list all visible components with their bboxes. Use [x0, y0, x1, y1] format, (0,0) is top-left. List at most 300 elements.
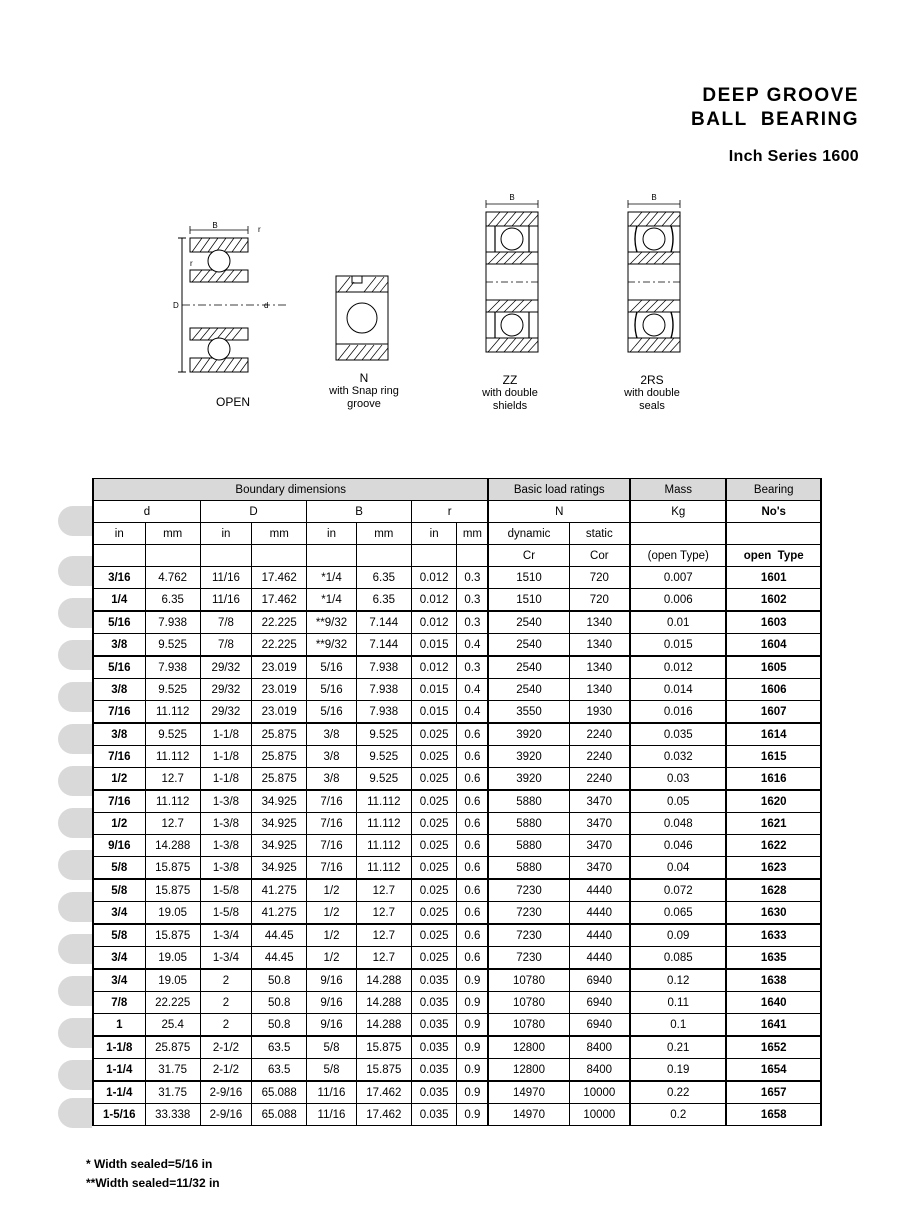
- cell-mass: 0.11: [630, 992, 726, 1014]
- cell-no: 1607: [726, 701, 821, 724]
- cell-cr: 2540: [488, 679, 569, 701]
- unit-d-mm: mm: [145, 523, 200, 545]
- unit-D-mm: mm: [252, 523, 307, 545]
- cell-no: 1640: [726, 992, 821, 1014]
- cell-d-in: 1-1/8: [93, 1036, 145, 1059]
- cell-D-in: 7/8: [200, 634, 251, 657]
- cell-D-mm: 65.088: [252, 1081, 307, 1104]
- cell-r-mm: 0.4: [457, 634, 489, 657]
- cell-r-mm: 0.9: [457, 1081, 489, 1104]
- cell-B-mm: 9.525: [356, 723, 411, 746]
- unit-mass-open-type: (open Type): [630, 545, 726, 567]
- side-dot: [58, 1098, 92, 1128]
- cell-cor: 2240: [569, 723, 630, 746]
- cell-no: 1635: [726, 947, 821, 970]
- cell-d-mm: 9.525: [145, 634, 200, 657]
- cell-cr: 5880: [488, 835, 569, 857]
- cell-cor: 3470: [569, 835, 630, 857]
- sub-header-nos: No's: [726, 501, 821, 523]
- unit2-blank-8: [457, 545, 489, 567]
- cell-B-mm: 6.35: [356, 589, 411, 612]
- cell-B-mm: 12.7: [356, 879, 411, 902]
- cell-D-in: 29/32: [200, 656, 251, 679]
- cell-d-mm: 11.112: [145, 746, 200, 768]
- cell-mass: 0.2: [630, 1104, 726, 1126]
- cell-mass: 0.01: [630, 611, 726, 634]
- figure-row: [0, 180, 903, 430]
- cell-cor: 720: [569, 567, 630, 589]
- cell-r-in: 0.025: [411, 723, 456, 746]
- cell-d-in: 3/8: [93, 634, 145, 657]
- cell-cr: 10780: [488, 969, 569, 992]
- sub-header-r: r: [411, 501, 488, 523]
- cell-d-mm: 25.4: [145, 1014, 200, 1037]
- cell-no: 1638: [726, 969, 821, 992]
- cell-mass: 0.006: [630, 589, 726, 612]
- figure-2rs: [604, 190, 700, 413]
- cell-r-in: 0.035: [411, 969, 456, 992]
- cell-B-mm: 12.7: [356, 947, 411, 970]
- unit-static: [569, 523, 630, 545]
- cell-r-mm: 0.6: [457, 723, 489, 746]
- cell-cr: 12800: [488, 1036, 569, 1059]
- cell-cr: 7230: [488, 947, 569, 970]
- cell-D-mm: 34.925: [252, 835, 307, 857]
- cell-B-mm: 9.525: [356, 768, 411, 791]
- cell-D-mm: 22.225: [252, 634, 307, 657]
- group-header-boundary: Boundary dimensions: [93, 479, 488, 501]
- cell-no: 1633: [726, 924, 821, 947]
- side-dot: [58, 808, 92, 838]
- table-row: [93, 902, 821, 925]
- cell-cr: 1510: [488, 589, 569, 612]
- cell-cor: 720: [569, 589, 630, 612]
- cell-mass: 0.19: [630, 1059, 726, 1082]
- cell-cor: 1340: [569, 656, 630, 679]
- svg-text:D: D: [173, 301, 179, 310]
- cell-d-mm: 6.35: [145, 589, 200, 612]
- cell-D-in: 1-3/8: [200, 835, 251, 857]
- cell-d-in: 7/16: [93, 790, 145, 813]
- svg-text:B: B: [651, 193, 657, 202]
- cell-D-in: 1-3/4: [200, 924, 251, 947]
- table-row: [93, 634, 821, 657]
- unit-no-open: open: [743, 549, 772, 562]
- table-row: [93, 857, 821, 880]
- cell-d-mm: 4.762: [145, 567, 200, 589]
- cell-D-in: 1-1/8: [200, 723, 251, 746]
- cell-r-mm: 0.6: [457, 879, 489, 902]
- cell-no: 1620: [726, 790, 821, 813]
- cell-d-mm: 15.875: [145, 924, 200, 947]
- cell-r-in: 0.025: [411, 746, 456, 768]
- cell-D-in: 2: [200, 1014, 251, 1037]
- cell-cor: 3470: [569, 813, 630, 835]
- cell-B-mm: 11.112: [356, 857, 411, 880]
- cell-cr: 3920: [488, 768, 569, 791]
- cell-d-in: 1/4: [93, 589, 145, 612]
- cell-r-in: 0.015: [411, 701, 456, 724]
- cell-d-in: 1/2: [93, 813, 145, 835]
- cell-r-in: 0.025: [411, 768, 456, 791]
- cell-B-in: 11/16: [307, 1081, 356, 1104]
- 2rs-bearing-drawing: [604, 190, 700, 370]
- cell-d-in: 3/4: [93, 947, 145, 970]
- table-row: [93, 813, 821, 835]
- svg-text:B: B: [212, 221, 218, 230]
- cell-no: 1616: [726, 768, 821, 791]
- open-bearing-drawing: [168, 220, 298, 390]
- side-dot: [58, 598, 92, 628]
- cell-mass: 0.05: [630, 790, 726, 813]
- cell-r-mm: 0.3: [457, 611, 489, 634]
- cell-d-in: 1-1/4: [93, 1059, 145, 1082]
- cell-B-in: 3/8: [307, 746, 356, 768]
- cell-B-in: 9/16: [307, 1014, 356, 1037]
- cell-cr: 7230: [488, 902, 569, 925]
- cell-cr: 14970: [488, 1081, 569, 1104]
- table-row: [93, 1104, 821, 1126]
- cell-r-in: 0.015: [411, 634, 456, 657]
- cell-cr: 3550: [488, 701, 569, 724]
- cell-cor: 3470: [569, 790, 630, 813]
- cell-B-mm: 12.7: [356, 924, 411, 947]
- cell-cor: 4440: [569, 902, 630, 925]
- figure-2rs-caption: 2RS with double seals: [624, 373, 680, 412]
- group-header-load: Basic load ratings: [488, 479, 630, 501]
- cell-r-mm: 0.3: [457, 567, 489, 589]
- cell-D-mm: 41.275: [252, 902, 307, 925]
- table-row: [93, 723, 821, 746]
- cell-cr: 5880: [488, 813, 569, 835]
- cell-B-mm: 7.144: [356, 611, 411, 634]
- cell-r-mm: 0.9: [457, 1036, 489, 1059]
- cell-B-in: 3/8: [307, 768, 356, 791]
- cell-no: 1657: [726, 1081, 821, 1104]
- specifications-table-container: [92, 478, 822, 1126]
- cell-cr: 10780: [488, 1014, 569, 1037]
- cell-d-in: 3/4: [93, 969, 145, 992]
- cell-cor: 8400: [569, 1059, 630, 1082]
- cell-r-in: 0.012: [411, 567, 456, 589]
- side-dot: [58, 640, 92, 670]
- cell-no: 1603: [726, 611, 821, 634]
- cell-r-in: 0.035: [411, 1014, 456, 1037]
- cell-D-mm: 23.019: [252, 701, 307, 724]
- cell-no: 1602: [726, 589, 821, 612]
- sub-header-N: N: [488, 501, 630, 523]
- cell-r-in: 0.035: [411, 1059, 456, 1082]
- table-row: [93, 768, 821, 791]
- cell-no: 1630: [726, 902, 821, 925]
- cell-D-mm: 50.8: [252, 992, 307, 1014]
- cell-d-in: 1-1/4: [93, 1081, 145, 1104]
- unit-no-open-type: [726, 545, 821, 567]
- cell-cor: 6940: [569, 992, 630, 1014]
- cell-d-in: 3/8: [93, 679, 145, 701]
- cell-r-in: 0.035: [411, 1104, 456, 1126]
- cell-D-in: 1-5/8: [200, 902, 251, 925]
- svg-text:d: d: [264, 301, 269, 310]
- cell-cor: 3470: [569, 857, 630, 880]
- cell-d-in: 7/16: [93, 746, 145, 768]
- cell-d-mm: 19.05: [145, 902, 200, 925]
- footnote-line2: **Width sealed=11/32 in: [86, 1176, 220, 1190]
- cell-B-mm: 9.525: [356, 746, 411, 768]
- cell-mass: 0.03: [630, 768, 726, 791]
- unit2-blank-5: [307, 545, 356, 567]
- cell-D-mm: 44.45: [252, 924, 307, 947]
- cell-r-mm: 0.6: [457, 902, 489, 925]
- cell-d-mm: 7.938: [145, 611, 200, 634]
- cell-no: 1606: [726, 679, 821, 701]
- cell-cor: 1340: [569, 679, 630, 701]
- cell-B-in: 7/16: [307, 835, 356, 857]
- cell-B-mm: 12.7: [356, 902, 411, 925]
- side-dot: [58, 506, 92, 536]
- cell-r-mm: 0.9: [457, 1104, 489, 1126]
- cell-cr: 3920: [488, 746, 569, 768]
- unit-static-label: static: [585, 527, 613, 540]
- cell-cor: 4440: [569, 947, 630, 970]
- cell-r-in: 0.025: [411, 857, 456, 880]
- unit-B-mm: mm: [356, 523, 411, 545]
- cell-D-in: 1-1/8: [200, 768, 251, 791]
- cell-D-mm: 34.925: [252, 813, 307, 835]
- cell-B-in: 1/2: [307, 947, 356, 970]
- cell-r-in: 0.012: [411, 611, 456, 634]
- cell-d-mm: 22.225: [145, 992, 200, 1014]
- cell-mass: 0.015: [630, 634, 726, 657]
- cell-no: 1658: [726, 1104, 821, 1126]
- table-row: [93, 969, 821, 992]
- cell-d-mm: 19.05: [145, 947, 200, 970]
- sub-header-kg: Kg: [630, 501, 726, 523]
- table-body: [93, 567, 821, 1126]
- cell-r-in: 0.012: [411, 656, 456, 679]
- unit-d-in: in: [93, 523, 145, 545]
- cell-mass: 0.085: [630, 947, 726, 970]
- cell-no: 1652: [726, 1036, 821, 1059]
- page-header: [691, 84, 859, 166]
- cell-mass: 0.21: [630, 1036, 726, 1059]
- table-row: [93, 701, 821, 724]
- cell-d-in: 9/16: [93, 835, 145, 857]
- sub-header-d: d: [93, 501, 200, 523]
- table-row: [93, 1036, 821, 1059]
- cell-D-in: 1-3/8: [200, 813, 251, 835]
- side-dot: [58, 850, 92, 880]
- cell-D-in: 11/16: [200, 567, 251, 589]
- unit2-blank-7: [411, 545, 456, 567]
- table-row: [93, 879, 821, 902]
- cell-no: 1614: [726, 723, 821, 746]
- cell-d-mm: 12.7: [145, 813, 200, 835]
- cell-d-mm: 12.7: [145, 768, 200, 791]
- cell-B-in: 9/16: [307, 969, 356, 992]
- cell-D-mm: 23.019: [252, 656, 307, 679]
- table-row: [93, 790, 821, 813]
- cell-B-mm: 14.288: [356, 969, 411, 992]
- cell-d-mm: 31.75: [145, 1081, 200, 1104]
- page-title-line1: DEEP GROOVE: [702, 85, 859, 106]
- cell-B-mm: 7.144: [356, 634, 411, 657]
- side-dot: [58, 724, 92, 754]
- cell-no: 1654: [726, 1059, 821, 1082]
- table-sub-header-row: [93, 501, 821, 523]
- cell-cor: 1340: [569, 611, 630, 634]
- side-dot: [58, 682, 92, 712]
- unit-no-type: Type: [777, 549, 804, 562]
- table-head: [93, 479, 821, 567]
- table-row: [93, 1059, 821, 1082]
- cell-D-in: 7/8: [200, 611, 251, 634]
- cell-cr: 2540: [488, 656, 569, 679]
- table-row: [93, 611, 821, 634]
- cell-B-in: 1/2: [307, 879, 356, 902]
- cell-r-in: 0.035: [411, 1036, 456, 1059]
- cell-B-in: **9/32: [307, 634, 356, 657]
- cell-d-mm: 31.75: [145, 1059, 200, 1082]
- cell-r-in: 0.035: [411, 992, 456, 1014]
- cell-D-in: 2: [200, 969, 251, 992]
- cell-cr: 2540: [488, 611, 569, 634]
- cell-d-in: 3/4: [93, 902, 145, 925]
- cell-mass: 0.12: [630, 969, 726, 992]
- cell-r-mm: 0.6: [457, 947, 489, 970]
- cell-mass: 0.014: [630, 679, 726, 701]
- cell-B-in: 5/16: [307, 656, 356, 679]
- page-subtitle: Inch Series 1600: [728, 148, 859, 165]
- figure-snap-ring-caption: N with Snap ring groove: [329, 371, 399, 410]
- cell-r-mm: 0.6: [457, 746, 489, 768]
- cell-d-in: 3/16: [93, 567, 145, 589]
- cell-D-in: 2-1/2: [200, 1059, 251, 1082]
- cell-d-in: 7/16: [93, 701, 145, 724]
- unit-r-in: in: [411, 523, 456, 545]
- cell-cor: 2240: [569, 768, 630, 791]
- cell-d-mm: 15.875: [145, 857, 200, 880]
- cell-d-mm: 11.112: [145, 790, 200, 813]
- cell-mass: 0.072: [630, 879, 726, 902]
- cell-B-mm: 11.112: [356, 790, 411, 813]
- cell-r-in: 0.025: [411, 835, 456, 857]
- cell-B-in: 5/16: [307, 701, 356, 724]
- cell-D-mm: 23.019: [252, 679, 307, 701]
- sub-header-B: B: [307, 501, 412, 523]
- cell-B-mm: 11.112: [356, 813, 411, 835]
- cell-D-in: 2: [200, 992, 251, 1014]
- cell-d-in: 5/16: [93, 611, 145, 634]
- cell-r-mm: 0.6: [457, 813, 489, 835]
- cell-r-mm: 0.9: [457, 1059, 489, 1082]
- cell-r-in: 0.025: [411, 924, 456, 947]
- cell-D-in: 1-3/4: [200, 947, 251, 970]
- cell-mass: 0.007: [630, 567, 726, 589]
- cell-r-mm: 0.9: [457, 1014, 489, 1037]
- cell-D-mm: 25.875: [252, 746, 307, 768]
- cell-d-mm: 25.875: [145, 1036, 200, 1059]
- cell-mass: 0.065: [630, 902, 726, 925]
- table-row: [93, 656, 821, 679]
- table-row: [93, 1014, 821, 1037]
- cell-cr: 5880: [488, 790, 569, 813]
- unit-no-blank: [726, 523, 821, 545]
- cell-D-in: 11/16: [200, 589, 251, 612]
- footnote-line1: * Width sealed=5/16 in: [86, 1157, 213, 1171]
- unit-dynamic: [488, 523, 569, 545]
- cell-r-in: 0.025: [411, 813, 456, 835]
- cell-r-mm: 0.9: [457, 992, 489, 1014]
- cell-D-in: 1-1/8: [200, 746, 251, 768]
- cell-cr: 5880: [488, 857, 569, 880]
- table-row: [93, 589, 821, 612]
- unit2-blank-2: [145, 545, 200, 567]
- figure-open: [168, 220, 298, 409]
- unit-dynamic-label: dynamic: [507, 527, 551, 540]
- cell-B-in: 5/16: [307, 679, 356, 701]
- specifications-table: [92, 478, 822, 1126]
- cell-D-mm: 25.875: [252, 768, 307, 791]
- table-group-header-row: [93, 479, 821, 501]
- cell-B-in: 5/8: [307, 1036, 356, 1059]
- sub-header-D: D: [200, 501, 307, 523]
- cell-r-mm: 0.4: [457, 679, 489, 701]
- table-unit-header-row: [93, 523, 821, 545]
- cell-D-in: 2-1/2: [200, 1036, 251, 1059]
- table-row: [93, 679, 821, 701]
- cell-d-in: 1/2: [93, 768, 145, 791]
- table-row: [93, 1081, 821, 1104]
- cell-B-mm: 6.35: [356, 567, 411, 589]
- cell-r-mm: 0.6: [457, 924, 489, 947]
- group-header-mass: Mass: [630, 479, 726, 501]
- cell-r-in: 0.025: [411, 947, 456, 970]
- cell-mass: 0.09: [630, 924, 726, 947]
- unit2-blank-1: [93, 545, 145, 567]
- unit-r-mm: mm: [457, 523, 489, 545]
- cell-B-mm: 14.288: [356, 992, 411, 1014]
- unit2-blank-4: [252, 545, 307, 567]
- table-row: [93, 835, 821, 857]
- cell-cor: 10000: [569, 1081, 630, 1104]
- cell-cor: 6940: [569, 1014, 630, 1037]
- cell-d-in: 5/8: [93, 879, 145, 902]
- cell-D-mm: 50.8: [252, 969, 307, 992]
- cell-D-mm: 65.088: [252, 1104, 307, 1126]
- cell-r-in: 0.015: [411, 679, 456, 701]
- table-row: [93, 567, 821, 589]
- table-row: [93, 746, 821, 768]
- unit-cr: Cr: [488, 545, 569, 567]
- cell-B-in: **9/32: [307, 611, 356, 634]
- cell-B-in: *1/4: [307, 567, 356, 589]
- cell-d-in: 5/8: [93, 924, 145, 947]
- cell-no: 1641: [726, 1014, 821, 1037]
- table-row: [93, 947, 821, 970]
- side-dot: [58, 976, 92, 1006]
- cell-D-in: 1-5/8: [200, 879, 251, 902]
- cell-no: 1622: [726, 835, 821, 857]
- side-dot: [58, 1060, 92, 1090]
- cell-D-in: 2-9/16: [200, 1081, 251, 1104]
- cell-cr: 10780: [488, 992, 569, 1014]
- cell-d-in: 3/8: [93, 723, 145, 746]
- cell-B-in: 3/8: [307, 723, 356, 746]
- cell-B-mm: 17.462: [356, 1081, 411, 1104]
- cell-d-in: 5/8: [93, 857, 145, 880]
- cell-cor: 2240: [569, 746, 630, 768]
